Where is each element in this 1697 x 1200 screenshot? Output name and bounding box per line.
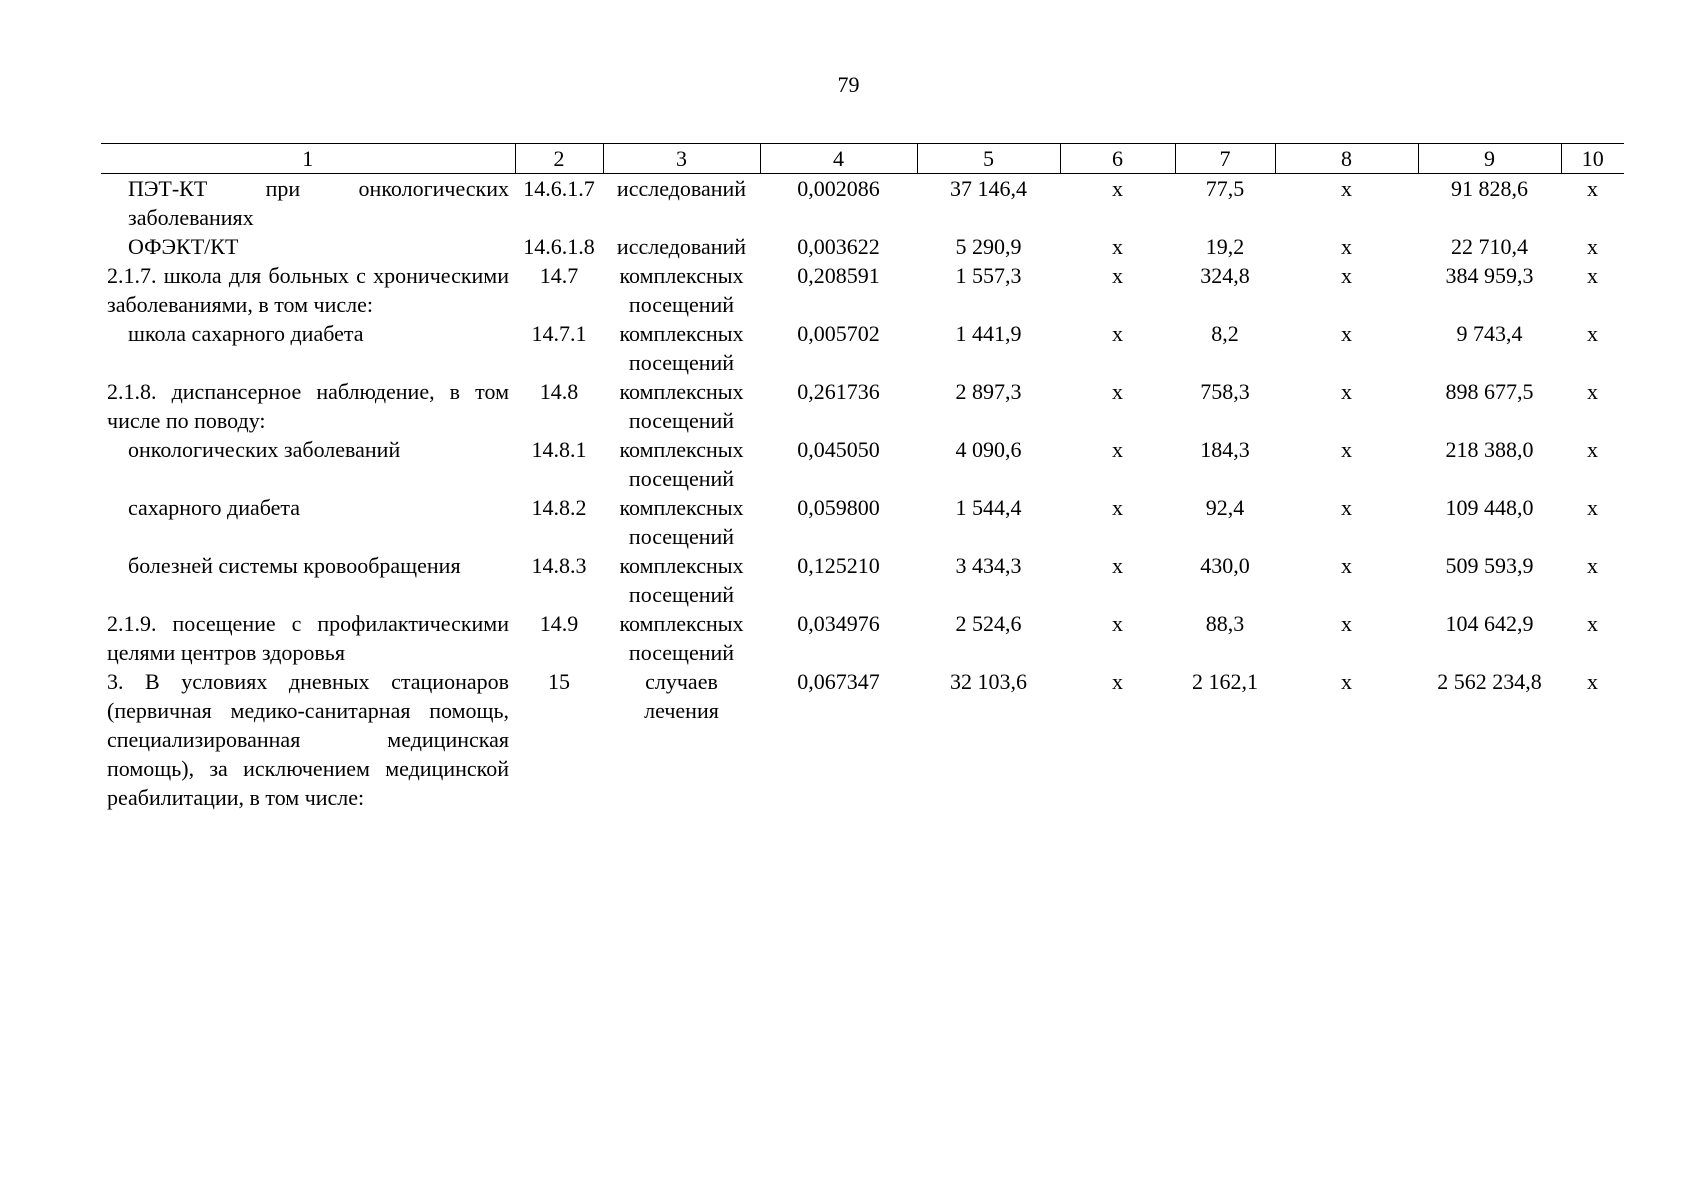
cell-col-4: 0,067347 bbox=[797, 669, 880, 694]
table-row bbox=[101, 609, 1624, 667]
cell-col-7: 19,2 bbox=[1205, 234, 1245, 259]
cell-col-6: х bbox=[1112, 611, 1123, 636]
cell-col-7: 77,5 bbox=[1205, 176, 1245, 201]
cell-unit: комплексных посещений bbox=[619, 437, 744, 491]
cell-col-4: 0,005702 bbox=[797, 321, 880, 346]
cell-col-7: 92,4 bbox=[1205, 495, 1245, 520]
header-col-9: 9 bbox=[1418, 144, 1561, 174]
table-row bbox=[101, 435, 1624, 493]
cell-col-8: х bbox=[1341, 669, 1352, 694]
cell-col-6: х bbox=[1112, 176, 1123, 201]
cell-col-8: х bbox=[1341, 379, 1352, 404]
cell-col-7: 184,3 bbox=[1200, 437, 1250, 462]
cell-col-5: 1 557,3 bbox=[955, 263, 1022, 288]
cell-col-6: х bbox=[1112, 669, 1123, 694]
cell-col-10: х bbox=[1587, 321, 1598, 346]
cell-col-5: 37 146,4 bbox=[950, 176, 1027, 201]
cell-unit: исследований bbox=[616, 234, 747, 259]
cell-col-6: х bbox=[1112, 234, 1123, 259]
cell-name: ПЭТ-КТ при онкологических заболеваниях bbox=[128, 176, 509, 230]
cell-code: 14.6.1.7 bbox=[523, 176, 595, 201]
cell-col-9: 9 743,4 bbox=[1456, 321, 1523, 346]
cell-col-9: 509 593,9 bbox=[1445, 553, 1534, 578]
cell-col-5: 3 434,3 bbox=[955, 553, 1022, 578]
cell-name: 2.1.7. школа для больных с хроническими заболеваниями, в том числе: bbox=[107, 263, 509, 317]
cell-code: 14.6.1.8 bbox=[523, 234, 595, 259]
table-row bbox=[101, 667, 1624, 812]
cell-col-10: х bbox=[1587, 611, 1598, 636]
cell-col-8: х bbox=[1341, 437, 1352, 462]
header-col-7: 7 bbox=[1175, 144, 1275, 174]
cell-col-9: 91 828,6 bbox=[1451, 176, 1528, 201]
cell-col-4: 0,003622 bbox=[797, 234, 880, 259]
cell-name: школа сахарного диабета bbox=[128, 321, 364, 346]
cell-col-4: 0,034976 bbox=[797, 611, 880, 636]
table-row bbox=[101, 174, 1624, 233]
cell-unit: комплексных посещений bbox=[619, 263, 744, 317]
cell-col-9: 898 677,5 bbox=[1445, 379, 1534, 404]
header-col-1: 1 bbox=[101, 144, 515, 174]
cell-col-10: х bbox=[1587, 379, 1598, 404]
cell-col-9: 2 562 234,8 bbox=[1437, 669, 1542, 694]
data-table bbox=[101, 143, 1624, 812]
cell-unit: комплексных посещений bbox=[619, 495, 744, 549]
cell-name: 3. В условиях дневных стационаров (первичная медико-санитарная помощь, специализированная медицинская помощь), за исключением медицинской реабилитации, в том числе: bbox=[107, 669, 509, 810]
cell-unit: комплексных посещений bbox=[619, 379, 744, 433]
cell-col-10: х bbox=[1587, 553, 1598, 578]
header-col-5: 5 bbox=[917, 144, 1060, 174]
cell-col-10: х bbox=[1587, 669, 1598, 694]
cell-col-8: х bbox=[1341, 234, 1352, 259]
cell-unit: случаев лечения bbox=[644, 669, 719, 723]
cell-col-9: 384 959,3 bbox=[1445, 263, 1534, 288]
cell-code: 14.8.1 bbox=[531, 437, 587, 462]
cell-col-10: х bbox=[1587, 234, 1598, 259]
cell-code: 14.8.3 bbox=[531, 553, 587, 578]
cell-code: 15 bbox=[548, 669, 570, 694]
cell-code: 14.9 bbox=[539, 611, 579, 636]
table-row bbox=[101, 551, 1624, 609]
cell-col-8: х bbox=[1341, 263, 1352, 288]
cell-name: сахарного диабета bbox=[128, 495, 301, 520]
header-col-10: 10 bbox=[1561, 144, 1624, 174]
cell-col-5: 4 090,6 bbox=[955, 437, 1022, 462]
cell-col-5: 5 290,9 bbox=[955, 234, 1022, 259]
cell-col-6: х bbox=[1112, 495, 1123, 520]
cell-unit: комплексных посещений bbox=[619, 321, 744, 375]
cell-col-6: х bbox=[1112, 379, 1123, 404]
cell-name: ОФЭКТ/КТ bbox=[128, 234, 239, 259]
cell-col-5: 2 897,3 bbox=[955, 379, 1022, 404]
cell-col-4: 0,045050 bbox=[797, 437, 880, 462]
table-row bbox=[101, 493, 1624, 551]
table-row bbox=[101, 319, 1624, 377]
cell-col-9: 104 642,9 bbox=[1445, 611, 1534, 636]
cell-col-5: 1 544,4 bbox=[955, 495, 1022, 520]
cell-col-4: 0,002086 bbox=[797, 176, 880, 201]
cell-col-7: 324,8 bbox=[1200, 263, 1250, 288]
table-body bbox=[101, 174, 1624, 813]
cell-code: 14.7 bbox=[539, 263, 579, 288]
cell-col-6: х bbox=[1112, 437, 1123, 462]
cell-col-8: х bbox=[1341, 495, 1352, 520]
page-number: 79 bbox=[837, 72, 860, 97]
cell-name: 2.1.8. диспансерное наблюдение, в том числе по поводу: bbox=[107, 379, 509, 433]
cell-col-9: 218 388,0 bbox=[1445, 437, 1534, 462]
cell-col-4: 0,208591 bbox=[797, 263, 880, 288]
cell-unit: комплексных посещений bbox=[619, 553, 744, 607]
cell-col-5: 1 441,9 bbox=[955, 321, 1022, 346]
cell-code: 14.7.1 bbox=[531, 321, 587, 346]
cell-col-8: х bbox=[1341, 321, 1352, 346]
header-row bbox=[101, 144, 1624, 174]
cell-unit: комплексных посещений bbox=[619, 611, 744, 665]
cell-col-8: х bbox=[1341, 611, 1352, 636]
cell-col-7: 430,0 bbox=[1200, 553, 1250, 578]
table-row bbox=[101, 232, 1624, 261]
cell-col-4: 0,125210 bbox=[797, 553, 880, 578]
cell-col-7: 8,2 bbox=[1211, 321, 1239, 346]
cell-col-6: х bbox=[1112, 321, 1123, 346]
table-row bbox=[101, 377, 1624, 435]
cell-col-8: х bbox=[1341, 176, 1352, 201]
table-row bbox=[101, 261, 1624, 319]
cell-col-4: 0,059800 bbox=[797, 495, 880, 520]
cell-col-6: х bbox=[1112, 553, 1123, 578]
cell-code: 14.8 bbox=[539, 379, 579, 404]
cell-col-8: х bbox=[1341, 553, 1352, 578]
cell-unit: исследований bbox=[616, 176, 747, 201]
cell-col-4: 0,261736 bbox=[797, 379, 880, 404]
header-col-6: 6 bbox=[1060, 144, 1175, 174]
cell-code: 14.8.2 bbox=[531, 495, 587, 520]
cell-name: болезней системы кровообращения bbox=[128, 553, 461, 578]
cell-name: онкологических заболеваний bbox=[128, 437, 401, 462]
cell-col-10: х bbox=[1587, 176, 1598, 201]
cell-col-7: 758,3 bbox=[1200, 379, 1250, 404]
cell-name: 2.1.9. посещение с профилактическими целями центров здоровья bbox=[107, 611, 509, 665]
cell-col-10: х bbox=[1587, 495, 1598, 520]
cell-col-6: х bbox=[1112, 263, 1123, 288]
cell-col-10: х bbox=[1587, 437, 1598, 462]
header-col-2: 2 bbox=[515, 144, 603, 174]
header-col-8: 8 bbox=[1275, 144, 1418, 174]
cell-col-5: 32 103,6 bbox=[950, 669, 1027, 694]
header-col-4: 4 bbox=[760, 144, 917, 174]
cell-col-7: 2 162,1 bbox=[1192, 669, 1258, 694]
cell-col-10: х bbox=[1587, 263, 1598, 288]
cell-col-5: 2 524,6 bbox=[955, 611, 1022, 636]
cell-col-9: 109 448,0 bbox=[1445, 495, 1534, 520]
header-col-3: 3 bbox=[603, 144, 760, 174]
cell-col-9: 22 710,4 bbox=[1451, 234, 1528, 259]
cell-col-7: 88,3 bbox=[1205, 611, 1245, 636]
